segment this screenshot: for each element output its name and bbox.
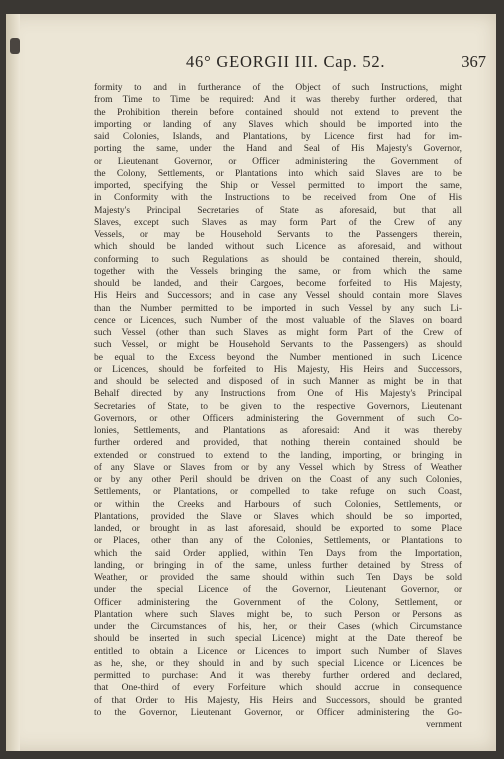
text-line: or within the Creeks and Harbours of such Colonies, Settlements, or <box>94 499 462 510</box>
text-line: or by any other Peril should be driven on the Coast of any such Colonies, <box>94 475 462 485</box>
text-line: under the special Licence of the Governor, Lieutenant Governor, or <box>94 585 462 596</box>
text-line: conforming to such Regulations as should be contained therein, should, <box>94 254 462 265</box>
document-page <box>6 14 496 751</box>
text-line: to the Governor, Lieutenant Governor, or Officer administering the Go- <box>94 707 462 718</box>
text-line: imported, specifying the Ship or Vessel permitted to import the same, <box>94 181 462 191</box>
text-line: from Time to Time be required: And it was thereby further ordered, that <box>94 95 462 106</box>
text-line: the Colony, Settlements, or Plantations into which said Slaves are to be <box>94 168 462 179</box>
text-line: further ordered and provided, that nothing therein contained should be <box>94 438 462 449</box>
text-line: Secretaries of State, to be given to the respective Governors, Lieutenant <box>94 401 462 412</box>
text-line: that One-third of every Forfeiture which should accrue in consequence <box>94 683 462 694</box>
text-line: the Prohibition therein before contained should not extend to prevent the <box>94 107 462 118</box>
text-line: Officer administering the Government of the Colony, Settlement, or <box>94 597 462 608</box>
text-line: as he, she, or they should in and by such special Licence or Licences be <box>94 658 462 669</box>
text-line: cence or Licences, such Number of the most valuable of the Slaves on board <box>94 315 462 326</box>
text-line: such Vessel, or might be Household Servants to the Passengers) as should <box>94 340 462 351</box>
page-gutter <box>6 14 20 751</box>
text-line: Governors, or other Officers administering the Government of such Co- <box>94 413 462 424</box>
text-line: porting the same, under the Hand and Seal of His Majesty's Governor, <box>94 144 462 155</box>
text-line: landed, or brought in as last aforesaid, should be exported to some Place <box>94 524 462 534</box>
text-line: Majesty's Principal Secretaries of State as aforesaid, but that all <box>94 205 462 216</box>
text-line: in Conformity with the Instructions to be received from One of His <box>94 193 462 204</box>
text-line: Plantation where such Slaves might be, to such Person or Persons as <box>94 609 462 620</box>
text-line: Behalf directed by any Instructions from One of His Majesty's Principal <box>94 389 462 400</box>
binding-mark <box>10 38 20 54</box>
text-line: than the Number permitted to be imported in such Vessel by any such Li- <box>94 303 462 314</box>
text-line: or Places, other than any of the Colonies, Settlements, or Plantations to <box>94 536 462 547</box>
text-line: should be landed, and their Cargoes, become forfeited to His Majesty, <box>94 279 462 289</box>
text-line: such Vessel (other than such Slaves as might form Part of the Crew of <box>94 328 462 338</box>
text-line: be equal to the Excess beyond the Number mentioned in such Licence <box>94 352 462 363</box>
text-line: Slaves, except such Slaves as may form Part of the Crew of any <box>94 217 462 228</box>
body-text <box>94 82 462 731</box>
text-line: together with the Vessels bringing the same, or from which the same <box>94 266 462 277</box>
text-line: of any Slave or Slaves from or by any Vessel which by Stress of Weather <box>94 462 462 473</box>
text-line: importing or landing of any Slaves which should be imported into the <box>94 119 462 130</box>
text-line: Vessels, or may be Household Servants to the Passengers therein, <box>94 230 462 240</box>
text-line: under the Circumstances of his, her, or their Cases (which Circumstance <box>94 622 462 632</box>
text-line: Settlements, or Plantations, or compelled to take refuge on such Coast, <box>94 487 462 498</box>
text-line: His Heirs and Successors; and in case any Vessel should contain more Slaves <box>94 291 462 302</box>
text-line: Weather, or provided the same should within such Ten Days be sold <box>94 573 462 583</box>
text-line: or Lieutenant Governor, or Officer administering the Government of <box>94 156 462 167</box>
text-line: should be inserted in such special Licence) might at the Date thereof be <box>94 634 462 645</box>
running-head: 46° GEORGII III. Cap. 52. <box>186 52 386 71</box>
text-line: formity to and in furtherance of the Object of such Instructions, might <box>94 83 462 93</box>
text-line: extended or construed to extend to the landing, importing, or bringing in <box>94 450 462 461</box>
text-line: which the said Order applied, within Ten Days from the Importation, <box>94 548 462 559</box>
page-header <box>86 52 486 76</box>
text-line: or Licences, should be forfeited to His Majesty, His Heirs and Successors, <box>94 364 462 375</box>
text-line: of that Order to His Majesty, His Heirs and Successors, should be granted <box>94 695 462 706</box>
text-line: which should be landed without such Licence as aforesaid, and without <box>94 242 462 253</box>
text-line: said Colonies, Islands, and Plantations, by Licence first had for im- <box>94 132 462 142</box>
text-line: Plantations, provided the Slave or Slaves which should be so imported, <box>94 511 462 522</box>
text-line: vernment <box>426 720 462 730</box>
text-line: permitted to purchase: And it was thereby further ordered and declared, <box>94 671 462 681</box>
text-line: and should be selected and disposed of in such Manner as might be in that <box>94 377 462 387</box>
text-line: lonies, Settlements, and Plantations as aforesaid: And it was thereby <box>94 426 462 436</box>
text-line: entitled to obtain a Licence or Licences to import such Number of Slaves <box>94 646 462 657</box>
text-line: landing, or bringing in of the same, unless further detained by Stress of <box>94 560 462 571</box>
page-number: 367 <box>461 52 486 71</box>
